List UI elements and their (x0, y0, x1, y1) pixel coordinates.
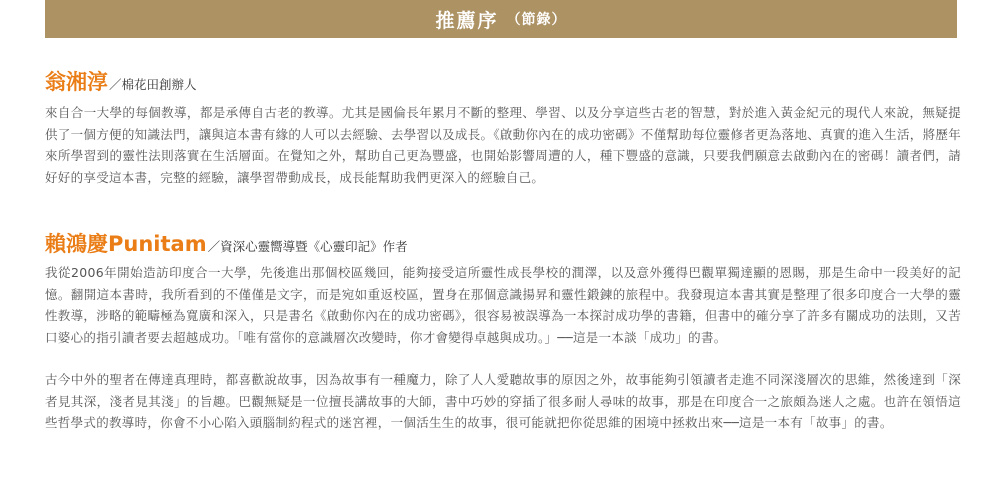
recommendation-paragraph: 來自合一大學的每個教導，都是承傳自古老的教導。尤其是國倫長年累月不斷的整理、學習、以及分享這些古老的智慧，對於進入黃金紀元的現代人來說，無疑提供了一個方便的知識法門，讓與這本書有緣的人可以去經驗、去學習以及成長。《啟動你內在的成功密碼》不僅幫助每位靈修者更為落地、真實的進入生活，將歷年來所學習到的靈性法則落實在生活層面。在覺知之外，幫助自己更為豐盛，也開始影響周遭的人，種下豐盛的意識，只要我們願意去啟動內在的密碼！讀者們，請好好的享受這本書，完整的經驗，讓學習帶動成長，成長能幫助我們更深入的經驗自己。 (45, 105, 961, 185)
recommender-section (45, 66, 961, 188)
banner-title: 推薦序 (435, 9, 499, 32)
recommender-name: 翁湘淳 (45, 70, 108, 94)
recommendation-paragraph: 古今中外的聖者在傳達真理時，都喜歡說故事，因為故事有一種魔力，除了人人愛聽故事的原因之外，故事能夠引領讀者走進不同深淺層次的思維，然後達到「深者見其深，淺者見其淺」的旨趣。巴觀無疑是一位擅長講故事的大師，書中巧妙的穿插了很多耐人尋味的故事，那是在印度合一之旅頗為迷人之處。也許在領悟這些哲學式的教導時，你會不小心陷入頭腦制約程式的迷宮裡，一個活生生的故事，很可能就把你從思維的困境中拯救出來──這是一本有「故事」的書。 (45, 372, 961, 430)
preface-banner (45, 0, 957, 38)
recommender-heading (45, 66, 961, 96)
recommender-role: ／棉花田創辦人 (109, 77, 197, 92)
recommender-heading (45, 228, 961, 258)
recommender-name: 賴鴻慶Punitam (45, 232, 207, 256)
banner-subtitle: （節錄） (506, 12, 567, 28)
recommender-role: ／資深心靈嚮導暨《心靈印記》作者 (207, 239, 408, 254)
recommendation-paragraph: 我從2006年開始造訪印度合一大學，先後進出那個校區幾回，能夠接受這所靈性成長學校的潤澤，以及意外獲得巴觀單獨達顯的恩賜，那是生命中一段美好的記憶。翻開這本書時，我所看到的不僅僅是文字，而是宛如重返校區，置身在那個意識揚昇和靈性鍛鍊的旅程中。我發現這本書其實是整理了很多印度合一大學的靈性教導，涉略的範疇極為寬廣和深入，只是書名《啟動你內在的成功密碼》，很容易被誤導為一本探討成功學的書籍，但書中的確分享了許多有關成功的法則，又苦口婆心的指引讀者要去超越成功。「唯有當你的意識層次改變時，你才會變得卓越與成功。」──這是一本談「成功」的書。 (45, 265, 961, 345)
recommender-section (45, 228, 961, 434)
